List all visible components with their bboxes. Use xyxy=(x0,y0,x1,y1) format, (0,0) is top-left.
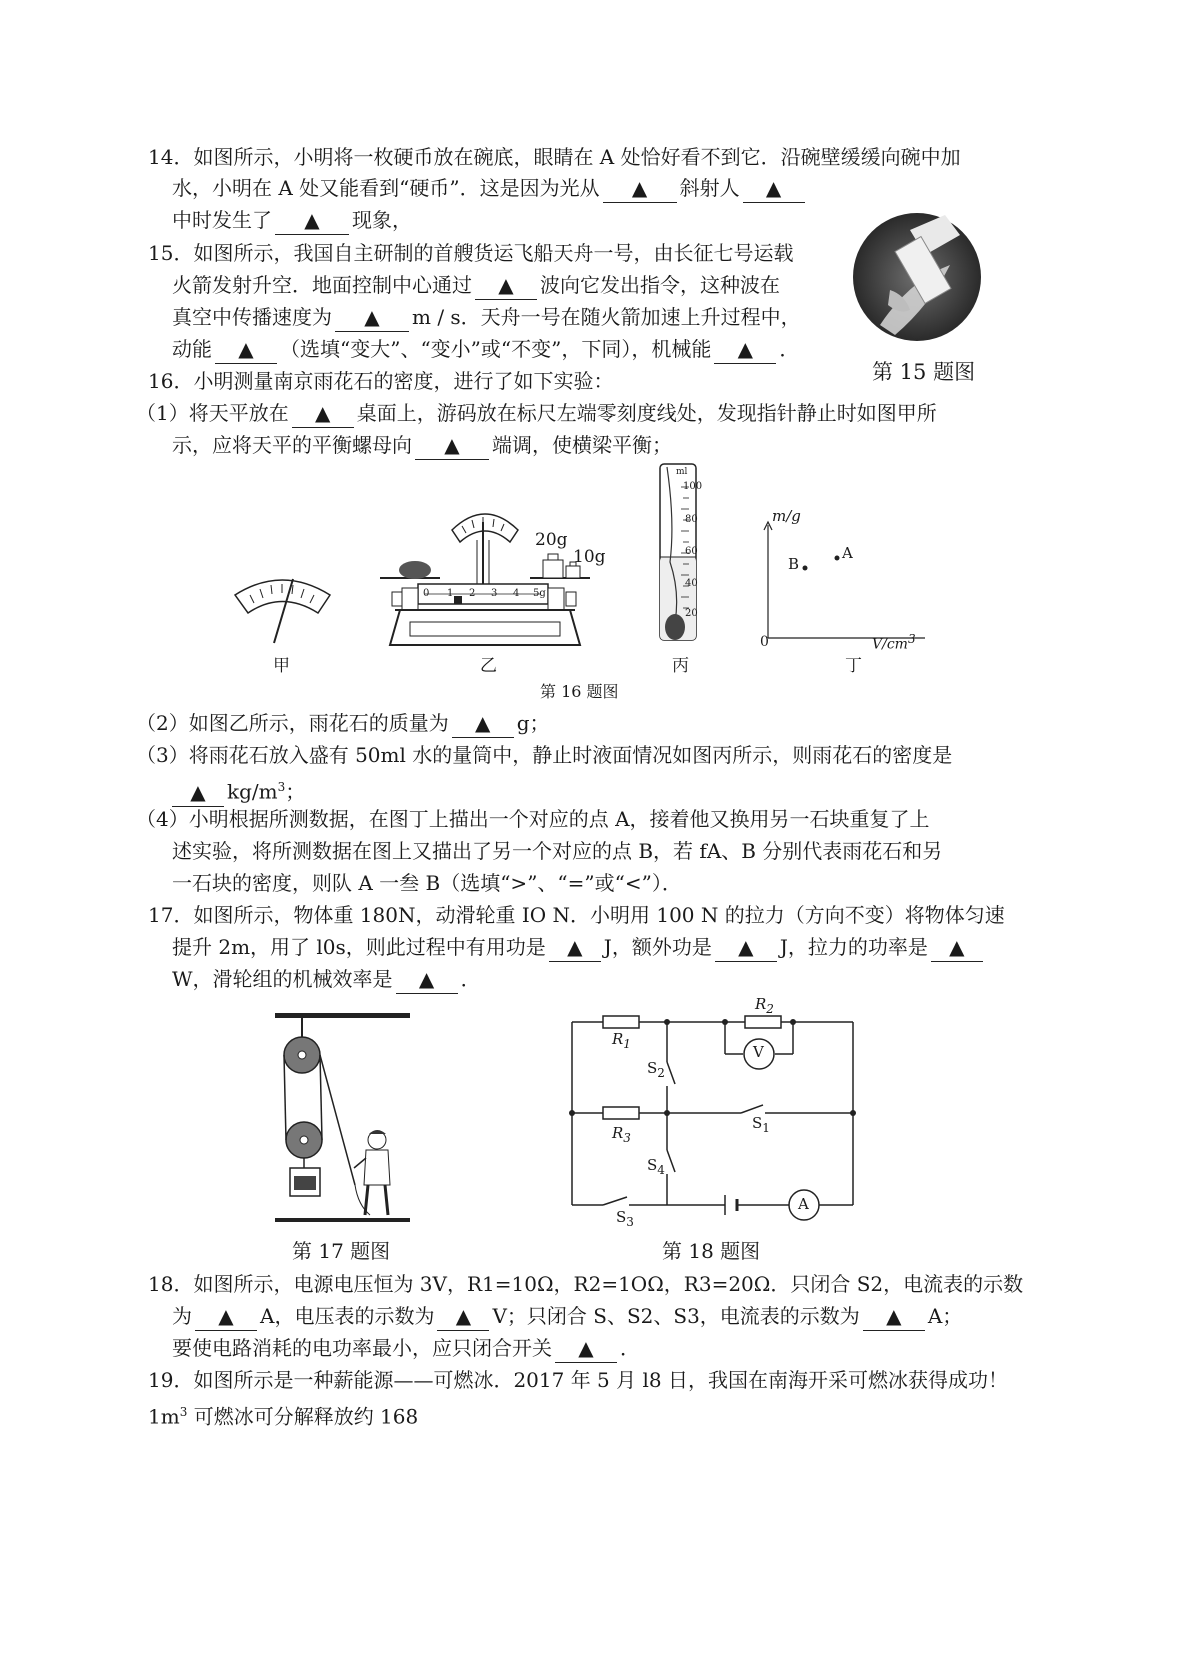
blank: ▲ xyxy=(603,174,677,203)
q16-line1: 16．小明测量南京雨花石的密度，进行了如下实验： xyxy=(148,369,614,393)
q18-line3: 要使电路消耗的电功率最小，应只闭合开关 ▲ ． xyxy=(172,1334,640,1363)
blank: ▲ xyxy=(452,709,514,738)
blank: ▲ xyxy=(415,431,489,460)
point-b-label: B xyxy=(788,555,800,573)
point-a xyxy=(835,556,840,561)
q15-line2: 火箭发射升空．地面控制中心通过 ▲ 波向它发出指令，这种波在 xyxy=(172,271,780,300)
q16-part1-line1: （1）将天平放在 ▲ 桌面上，游码放在标尺左端零刻度线处，发现指针静止时如图甲所 xyxy=(136,399,937,428)
weight-20g-label: 20g xyxy=(535,530,568,550)
fig16-yi-label: 乙 xyxy=(480,656,497,676)
blank: ▲ xyxy=(715,933,777,962)
blank: ▲ xyxy=(555,1334,617,1363)
fig16-yi-balance xyxy=(380,500,595,650)
q15-line3: 真空中传播速度为 ▲ m / s．天舟一号在随火箭加速上升过程中， xyxy=(172,303,801,332)
q16-part4-line1: （4）小明根据所测数据，在图丁上描出一个对应的点 A，接着他又换用另一石块重复了上 xyxy=(136,807,930,831)
blank: ▲ xyxy=(172,778,224,807)
q19-line1: 19．如图所示是一种薪能源——可燃冰．2017 年 5 月 l8 日，我国在南海开采可燃冰获得成功！ xyxy=(148,1368,1008,1392)
q16-part4-line3: 一石块的密度，则队 A 一叁 B（选填“>”、“=”或“<”）． xyxy=(172,871,682,895)
scale-num-4: 4 xyxy=(513,588,520,599)
blank: ▲ xyxy=(475,271,537,300)
fig17-pulley xyxy=(270,1010,415,1225)
q16-part3-line2: ▲ $kg/m^3$； xyxy=(172,773,305,807)
blank: ▲ xyxy=(437,1302,489,1331)
s1-label: $S_1$ xyxy=(752,1114,770,1135)
axis-m-label: m/g xyxy=(772,507,801,525)
s2-label: $S_2$ xyxy=(647,1059,665,1080)
fig15-caption: 第 15 题图 xyxy=(872,360,976,384)
q14-line1: 14．如图所示，小明将一枚硬币放在碗底，眼睛在 A 处恰好看不到它．沿碗壁缓缓向碗中加 xyxy=(148,145,961,169)
axis-v-label: $V/cm^3$ xyxy=(872,632,916,653)
q14-line3: 中时发生了 ▲ 现象， xyxy=(172,206,412,235)
blank: ▲ xyxy=(743,174,805,203)
fig16-jia-dial xyxy=(230,565,335,645)
q16-part1-line2: 示，应将天平的平衡螺母向 ▲ 端调，使横梁平衡； xyxy=(172,431,672,460)
blank: ▲ xyxy=(215,335,277,364)
q17-line1: 17．如图所示，物体重 180N，动滑轮重 IO N．小明用 100 N 的拉力（方向不变）将物体匀速 xyxy=(148,903,1005,927)
s4-label: $S_4$ xyxy=(647,1156,665,1177)
fig18-circuit xyxy=(565,1010,860,1225)
scale-num-3: 3 xyxy=(491,588,498,599)
rocket-launch-photo xyxy=(850,210,985,345)
point-b xyxy=(803,566,808,571)
q18-line1: 18．如图所示，电源电压恒为 3V，R1=10Ω，R2=1OΩ，R3=20Ω．只闭合 S2，电流表的示数 xyxy=(148,1272,1024,1296)
blank: ▲ xyxy=(863,1302,925,1331)
q15-line1: 15．如图所示，我国自主研制的首艘货运飞船天舟一号，由长征七号运载 xyxy=(148,241,794,265)
fig16-bing-label: 丙 xyxy=(672,656,689,676)
blank: ▲ xyxy=(195,1302,257,1331)
q14-line2: 水，小明在 A 处又能看到“硬币”．这是因为光从 ▲ 斜射人 ▲ xyxy=(172,174,808,203)
point-a-label: A xyxy=(842,544,853,562)
blank: ▲ xyxy=(549,933,601,962)
fig16-ding-graph xyxy=(760,520,930,645)
cyl-tick-40: 40 xyxy=(685,578,698,589)
scale-num-5: 5g xyxy=(533,588,546,599)
r3-label: $R_3$ xyxy=(612,1124,631,1145)
blank: ▲ xyxy=(396,965,458,994)
cyl-tick-80: 80 xyxy=(685,514,698,525)
q16-part3-line1: （3）将雨花石放入盛有 50ml 水的量筒中，静止时液面情况如图丙所示，则雨花石的密度是 xyxy=(136,743,953,767)
blank: ▲ xyxy=(335,303,409,332)
ammeter-label: A xyxy=(798,1195,809,1213)
blank: ▲ xyxy=(931,933,983,962)
q16-part2: （2）如图乙所示，雨花石的质量为 ▲ g； xyxy=(136,709,550,738)
s3-label: $S_3$ xyxy=(616,1208,634,1229)
fig16-caption: 第 16 题图 xyxy=(540,682,619,701)
weight-10g-label: 10g xyxy=(573,547,606,567)
q19-line2: $1m^3$ 可燃冰可分解释放约 168 xyxy=(148,1404,419,1429)
q18-line2: 为 ▲ A，电压表的示数为 ▲ V；只闭合 S、S2、S3，电流表的示数为 ▲ A； xyxy=(172,1302,962,1331)
cyl-tick-100: 100 xyxy=(683,481,703,492)
q15-line4: 动能 ▲ （选填“变大”、“变小”或“不变”，下同），机械能 ▲ ． xyxy=(172,335,799,364)
voltmeter-label: V xyxy=(753,1043,764,1061)
blank: ▲ xyxy=(714,335,776,364)
blank: ▲ xyxy=(292,399,354,428)
r1-label: $R_1$ xyxy=(612,1030,631,1051)
blank: ▲ xyxy=(275,206,349,235)
fig16-ding-label: 丁 xyxy=(845,656,862,676)
r2-label: $R_2$ xyxy=(755,995,774,1016)
q16-part4-line2: 述实验，将所测数据在图上又描出了另一个对应的点 B，若 fA、B 分别代表雨花石和另 xyxy=(172,839,943,863)
scale-num-0: 0 xyxy=(423,588,430,599)
q17-line2: 提升 2m，用了 l0s，则此过程中有用功是 ▲ J，额外功是 ▲ J，拉力的功率是 ▲ xyxy=(172,933,986,962)
scale-num-1: 1 xyxy=(447,588,454,599)
cyl-tick-20: 20 xyxy=(685,608,698,619)
fig18-caption: 第 18 题图 xyxy=(662,1239,761,1263)
axis-origin: 0 xyxy=(760,634,769,650)
q17-line3: W，滑轮组的机械效率是 ▲ ． xyxy=(172,965,481,994)
fig16-jia-label: 甲 xyxy=(273,656,290,676)
fig17-caption: 第 17 题图 xyxy=(292,1239,391,1263)
scale-num-2: 2 xyxy=(469,588,476,599)
cyl-unit: ml xyxy=(676,467,688,477)
cyl-tick-60: 60 xyxy=(685,546,698,557)
